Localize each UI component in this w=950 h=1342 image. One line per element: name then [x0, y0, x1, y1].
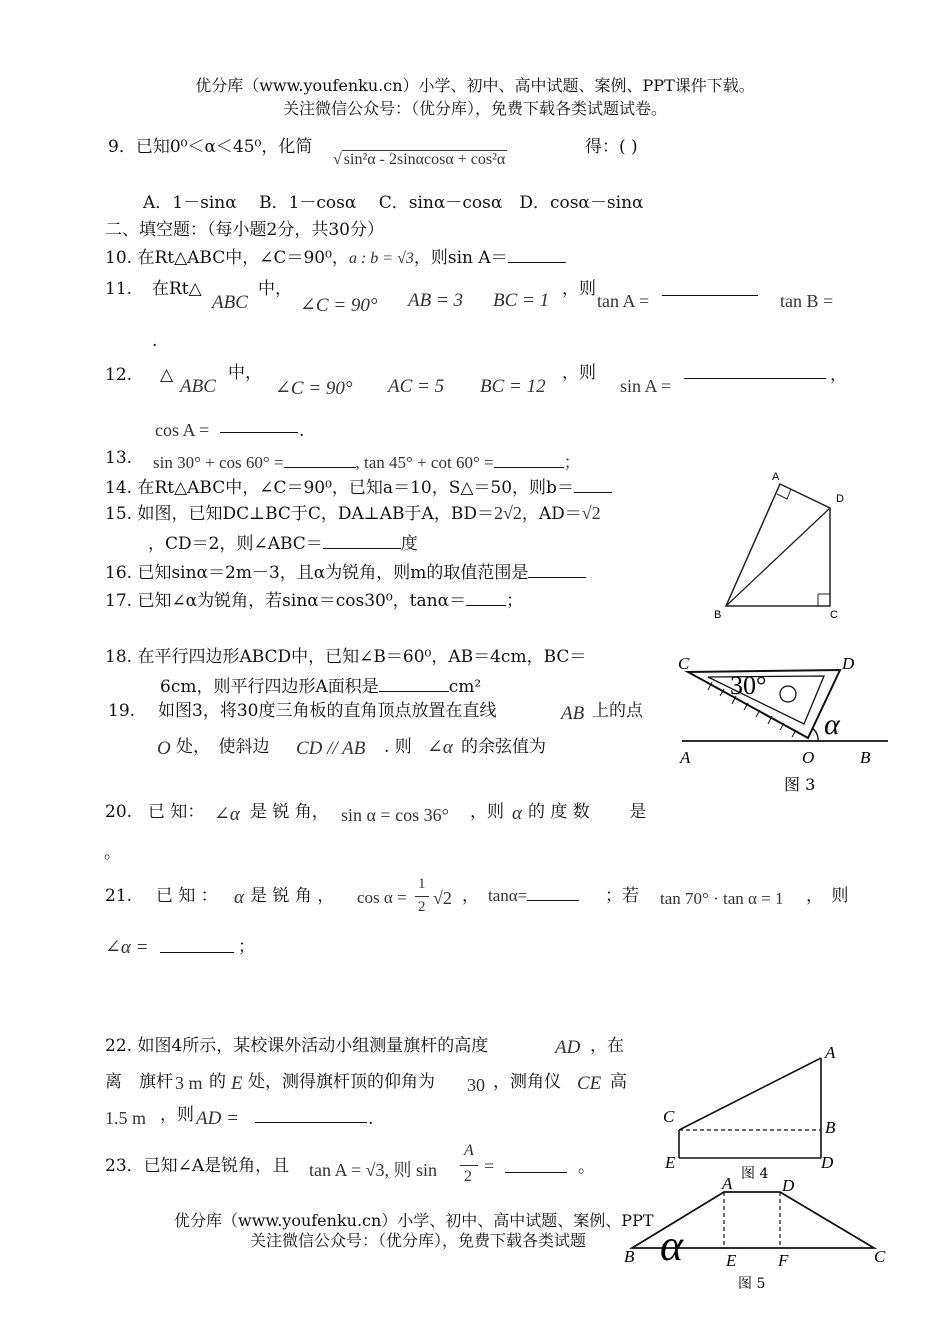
q23-eq: tan A = √3, 则 sin [309, 1160, 438, 1180]
q12-dot: . [299, 421, 305, 441]
section-title: 二、填空题：（每小题2分，共30分） [105, 220, 384, 240]
q23-frac-bar [460, 1165, 478, 1166]
q10-answer-blank[interactable] [508, 246, 566, 263]
fig15-label-a: A [772, 471, 780, 483]
q21-num: 21. [105, 886, 133, 906]
fig4-caption: 图 4 [741, 1166, 769, 1182]
figure-4 [655, 1038, 855, 1188]
q13-end: ； [563, 453, 581, 472]
fig5-caption: 图 5 [738, 1276, 766, 1292]
q15-line2 [148, 532, 418, 555]
q18-line2 [160, 675, 481, 698]
q13 [153, 448, 581, 473]
fig15-label-d: D [836, 493, 844, 505]
q22-l2c: 处，测得旗杆顶的仰角为 [248, 1072, 435, 1092]
q21-t4: ；若 [605, 886, 639, 906]
fig5-label-e: E [726, 1251, 737, 1270]
q23-frac-num: A [464, 1142, 474, 1159]
q11-angle-c: ∠C = 90° [300, 295, 378, 316]
q21-t2: 是 锐 角 ， [250, 886, 335, 906]
fig3-label-a: A [680, 748, 691, 767]
q17-end: ； [506, 591, 524, 611]
q15-ad: √2 [581, 503, 601, 523]
q12-tri: △ [160, 365, 174, 385]
q22-l2d: ，测角仪 [493, 1072, 561, 1092]
fig4-label-b: B [825, 1118, 836, 1137]
q22-ad2: AD = [196, 1108, 239, 1129]
q19-l2a: 处， 使斜边 [176, 737, 270, 757]
q18-unit: cm² [448, 677, 482, 697]
fig3-label-b: B [860, 748, 871, 767]
fig3-alpha: α [824, 708, 840, 741]
q15-mid: ，AD＝ [521, 504, 582, 524]
fig15-label-c: C [830, 609, 838, 621]
q21-frac-num: 1 [418, 876, 426, 892]
q11-then: ，则 [562, 279, 596, 299]
q23-blank[interactable] [505, 1156, 567, 1173]
fig4-label-d: D [821, 1153, 834, 1172]
q16-blank[interactable] [528, 561, 586, 578]
q15-bd: 2√2 [493, 503, 522, 523]
q12-angle-c: ∠C = 90° [275, 378, 353, 399]
q22-l2b: 的 [209, 1072, 226, 1092]
fig15-right-angle-a [777, 489, 791, 499]
q10-text: 10. 在Rt△ABC中，∠C＝90⁰， [105, 248, 349, 268]
q9-options: A．1－sinα B．1－cosα C．sinα－cosα D．cosα－sinα [143, 193, 644, 213]
fig3-angle-arc [812, 728, 818, 741]
q13-blank-1[interactable] [284, 451, 356, 468]
q22-height: 1.5 m [105, 1108, 147, 1128]
q23-text: 23．已知∠A是锐角，且 [105, 1156, 290, 1176]
q10-ratio: a : b = √3 [348, 250, 414, 267]
header-line-1: 优分库（www.youfenku.cn）小学、初中、高中试题、案例、PPT课件下载。 [195, 76, 755, 95]
q12-then: ，则 [562, 363, 596, 383]
fig3-label-o: O [802, 748, 815, 767]
q18-blank[interactable] [379, 675, 449, 692]
q21-t1: 已 知 ： [156, 886, 218, 906]
q22-dot: . [368, 1109, 374, 1129]
q21-sqrt2: √2 [433, 888, 452, 908]
q13-expr2: , tan 45° + cot 60° = [355, 453, 494, 472]
q16-text: 16. 已知sinα＝2m－3，且α为锐角，则m的取值范围是 [105, 563, 529, 583]
q19-l2b: . 则 [384, 737, 412, 757]
q12-abc: ABC [180, 376, 216, 397]
q12-bc: BC = 12 [480, 376, 546, 397]
q19-o: O [157, 738, 171, 759]
q12-sina: sin A = [620, 376, 672, 396]
q20-num: 20. [105, 802, 133, 822]
q14 [105, 476, 612, 499]
q22-ad: AD [555, 1037, 581, 1058]
footer-line-1: 优分库（www.youfenku.cn）小学、初中、高中试题、案例、PPT [174, 1211, 654, 1230]
fig5-label-b: B [624, 1247, 635, 1266]
q21-blank-2[interactable] [160, 936, 234, 953]
q17 [105, 589, 523, 612]
q22-blank[interactable] [255, 1106, 367, 1123]
figure-q15 [712, 466, 852, 622]
q11-ab: AB = 3 [408, 290, 464, 311]
q11-abc: ABC [212, 292, 248, 313]
q23-frac-den: 2 [464, 1168, 472, 1185]
q11-dot: . [152, 331, 158, 351]
q9-suffix: 得：( ) [585, 137, 638, 157]
q22-deg: 30 [467, 1075, 485, 1095]
q21-cos: cos α = [357, 888, 407, 907]
q14-blank[interactable] [574, 476, 612, 493]
q17-text: 17. 已知∠α为锐角，若sinα＝cos30⁰，tanα＝ [105, 591, 467, 611]
q12-t2: 中， [228, 363, 262, 383]
q11-num: 11. [105, 279, 133, 299]
q9-radical: √ sin²α - 2sinαcosα + cos²α [333, 151, 506, 168]
q11-tanb: tan B = [780, 291, 834, 311]
q19-l1b: 上的点 [592, 701, 643, 721]
q20-t2: 是 锐 角， [250, 802, 329, 822]
figure-3 [672, 650, 902, 798]
fig3-deg: 30° [730, 671, 767, 700]
fig3-caption: 图 3 [784, 775, 816, 794]
q20-t3: ，则 [470, 802, 504, 822]
q11-t1: 在Rt△ [152, 279, 202, 299]
q22-dist: 3 m [175, 1073, 203, 1093]
q22-e: E [231, 1073, 243, 1094]
q22-l2e: 高 [610, 1072, 627, 1092]
q13-num: 13. [105, 448, 133, 468]
q15-l1: 15. 如图，已知DC⊥BC于C，DA⊥AB于A，BD＝ [105, 504, 494, 524]
q19-l2c: 的余弦值为 [461, 737, 546, 757]
fig4-sight-line [679, 1058, 821, 1130]
q19-l1a: 如图3，将30度三角板的直角顶点放置在直线 [158, 701, 497, 721]
fig3-hole [780, 686, 796, 702]
q12-cosa: cos A = [155, 420, 210, 440]
q22-ce: CE [577, 1073, 602, 1094]
q10 [105, 246, 566, 270]
q9-prefix: 9．已知0⁰＜α＜45⁰，化简 [108, 137, 313, 157]
q20-end: 。 [104, 843, 121, 863]
fig15-outline [726, 484, 830, 606]
q11-bc: BC = 1 [493, 290, 550, 311]
fig5-label-d: D [782, 1176, 795, 1195]
footer-line-2: 关注微信公众号：（优分库），免费下载各类试题 [250, 1231, 587, 1250]
q15-blank[interactable] [323, 532, 401, 549]
q14-text: 14. 在Rt△ABC中，∠C＝90⁰，已知a＝10，S△＝50，则b＝ [105, 478, 574, 498]
q11-t2: 中， [258, 279, 292, 299]
q20-alpha: α [512, 803, 522, 824]
q9-radicand: sin²α - 2sinαcosα + cos²α [343, 151, 506, 168]
q15-end: 度 [400, 534, 418, 554]
q21-end: ； [238, 937, 255, 957]
fig3-label-d: D [842, 654, 855, 673]
fig5-label-f: F [778, 1251, 789, 1270]
q12-sina-blank[interactable] [684, 362, 826, 379]
q20-angle: ∠α [214, 804, 240, 825]
q19-ab: AB [561, 703, 585, 724]
q12-comma: ， [830, 365, 847, 385]
q15-l2: ，CD＝2，则∠ABC＝ [148, 534, 323, 554]
q21-frac-bar [415, 896, 429, 897]
fig15-diagonal-bd [726, 508, 830, 606]
q11-tana-blank[interactable] [662, 279, 758, 296]
q19-num: 19. [108, 701, 136, 721]
q22-l2a: 离 旗杆 [105, 1072, 173, 1092]
q23-end: 。 [578, 1157, 595, 1177]
fig15-label-b: B [714, 609, 722, 621]
q13-expr1: sin 30° + cos 60° = [153, 453, 284, 472]
q21-t5: ， 则 [806, 886, 849, 906]
q15-line1 [105, 502, 601, 525]
header-line-2: 关注微信公众号：（优分库），免费下载各类试题试卷。 [282, 99, 667, 118]
q12-ac: AC = 5 [388, 376, 445, 397]
q19-cd-parallel-ab: CD // AB [296, 738, 366, 759]
q12-num: 12. [105, 365, 133, 385]
q22-l1b: ，在 [590, 1036, 624, 1056]
q18-l2: 6cm，则平行四边形A面积是 [160, 677, 379, 697]
q20-eq: sin α = cos 36° [341, 805, 449, 825]
q21-angle: ∠α = [105, 937, 149, 958]
q20-t4: 的 度 数 是 [528, 802, 647, 822]
fig5-label-c: C [874, 1247, 886, 1266]
q22-l1a: 22. 如图4所示，某校课外活动小组测量旗杆的高度 [105, 1036, 489, 1056]
fig5-label-a: A [722, 1174, 733, 1193]
fig5-alpha: α [660, 1221, 684, 1270]
q21-t3: ， [462, 886, 479, 906]
q10-tail: ，则sin A＝ [413, 248, 508, 268]
q13-blank-2[interactable] [494, 451, 564, 468]
q21-tan [488, 886, 579, 906]
q21-alpha: α [234, 887, 244, 908]
q19-angle: ∠α [427, 737, 453, 758]
q21-eq2: tan 70° · tan α = 1 [660, 889, 784, 908]
q11-tana: tan A = [597, 291, 650, 311]
q21-blank-1[interactable] [527, 886, 579, 901]
q16 [105, 561, 586, 584]
figure-5 [620, 1172, 890, 1296]
fig4-label-a: A [825, 1043, 836, 1062]
fig4-label-c: C [663, 1107, 675, 1126]
q18-line1: 18. 在平行四边形ABCD中，已知∠B＝60⁰，AB＝4cm，BC＝ [105, 647, 587, 667]
q21-tan-label: tanα= [488, 886, 528, 905]
q22-l3a: ，则 [160, 1105, 194, 1125]
fig4-label-e: E [665, 1153, 676, 1172]
q12-cosa-blank[interactable] [220, 416, 298, 433]
q20-t1: 已 知： [148, 802, 205, 822]
q21-frac-den: 2 [418, 899, 426, 915]
q23-eq2: = [484, 1156, 495, 1176]
q17-blank[interactable] [466, 589, 506, 606]
fig3-label-c: C [678, 654, 690, 673]
